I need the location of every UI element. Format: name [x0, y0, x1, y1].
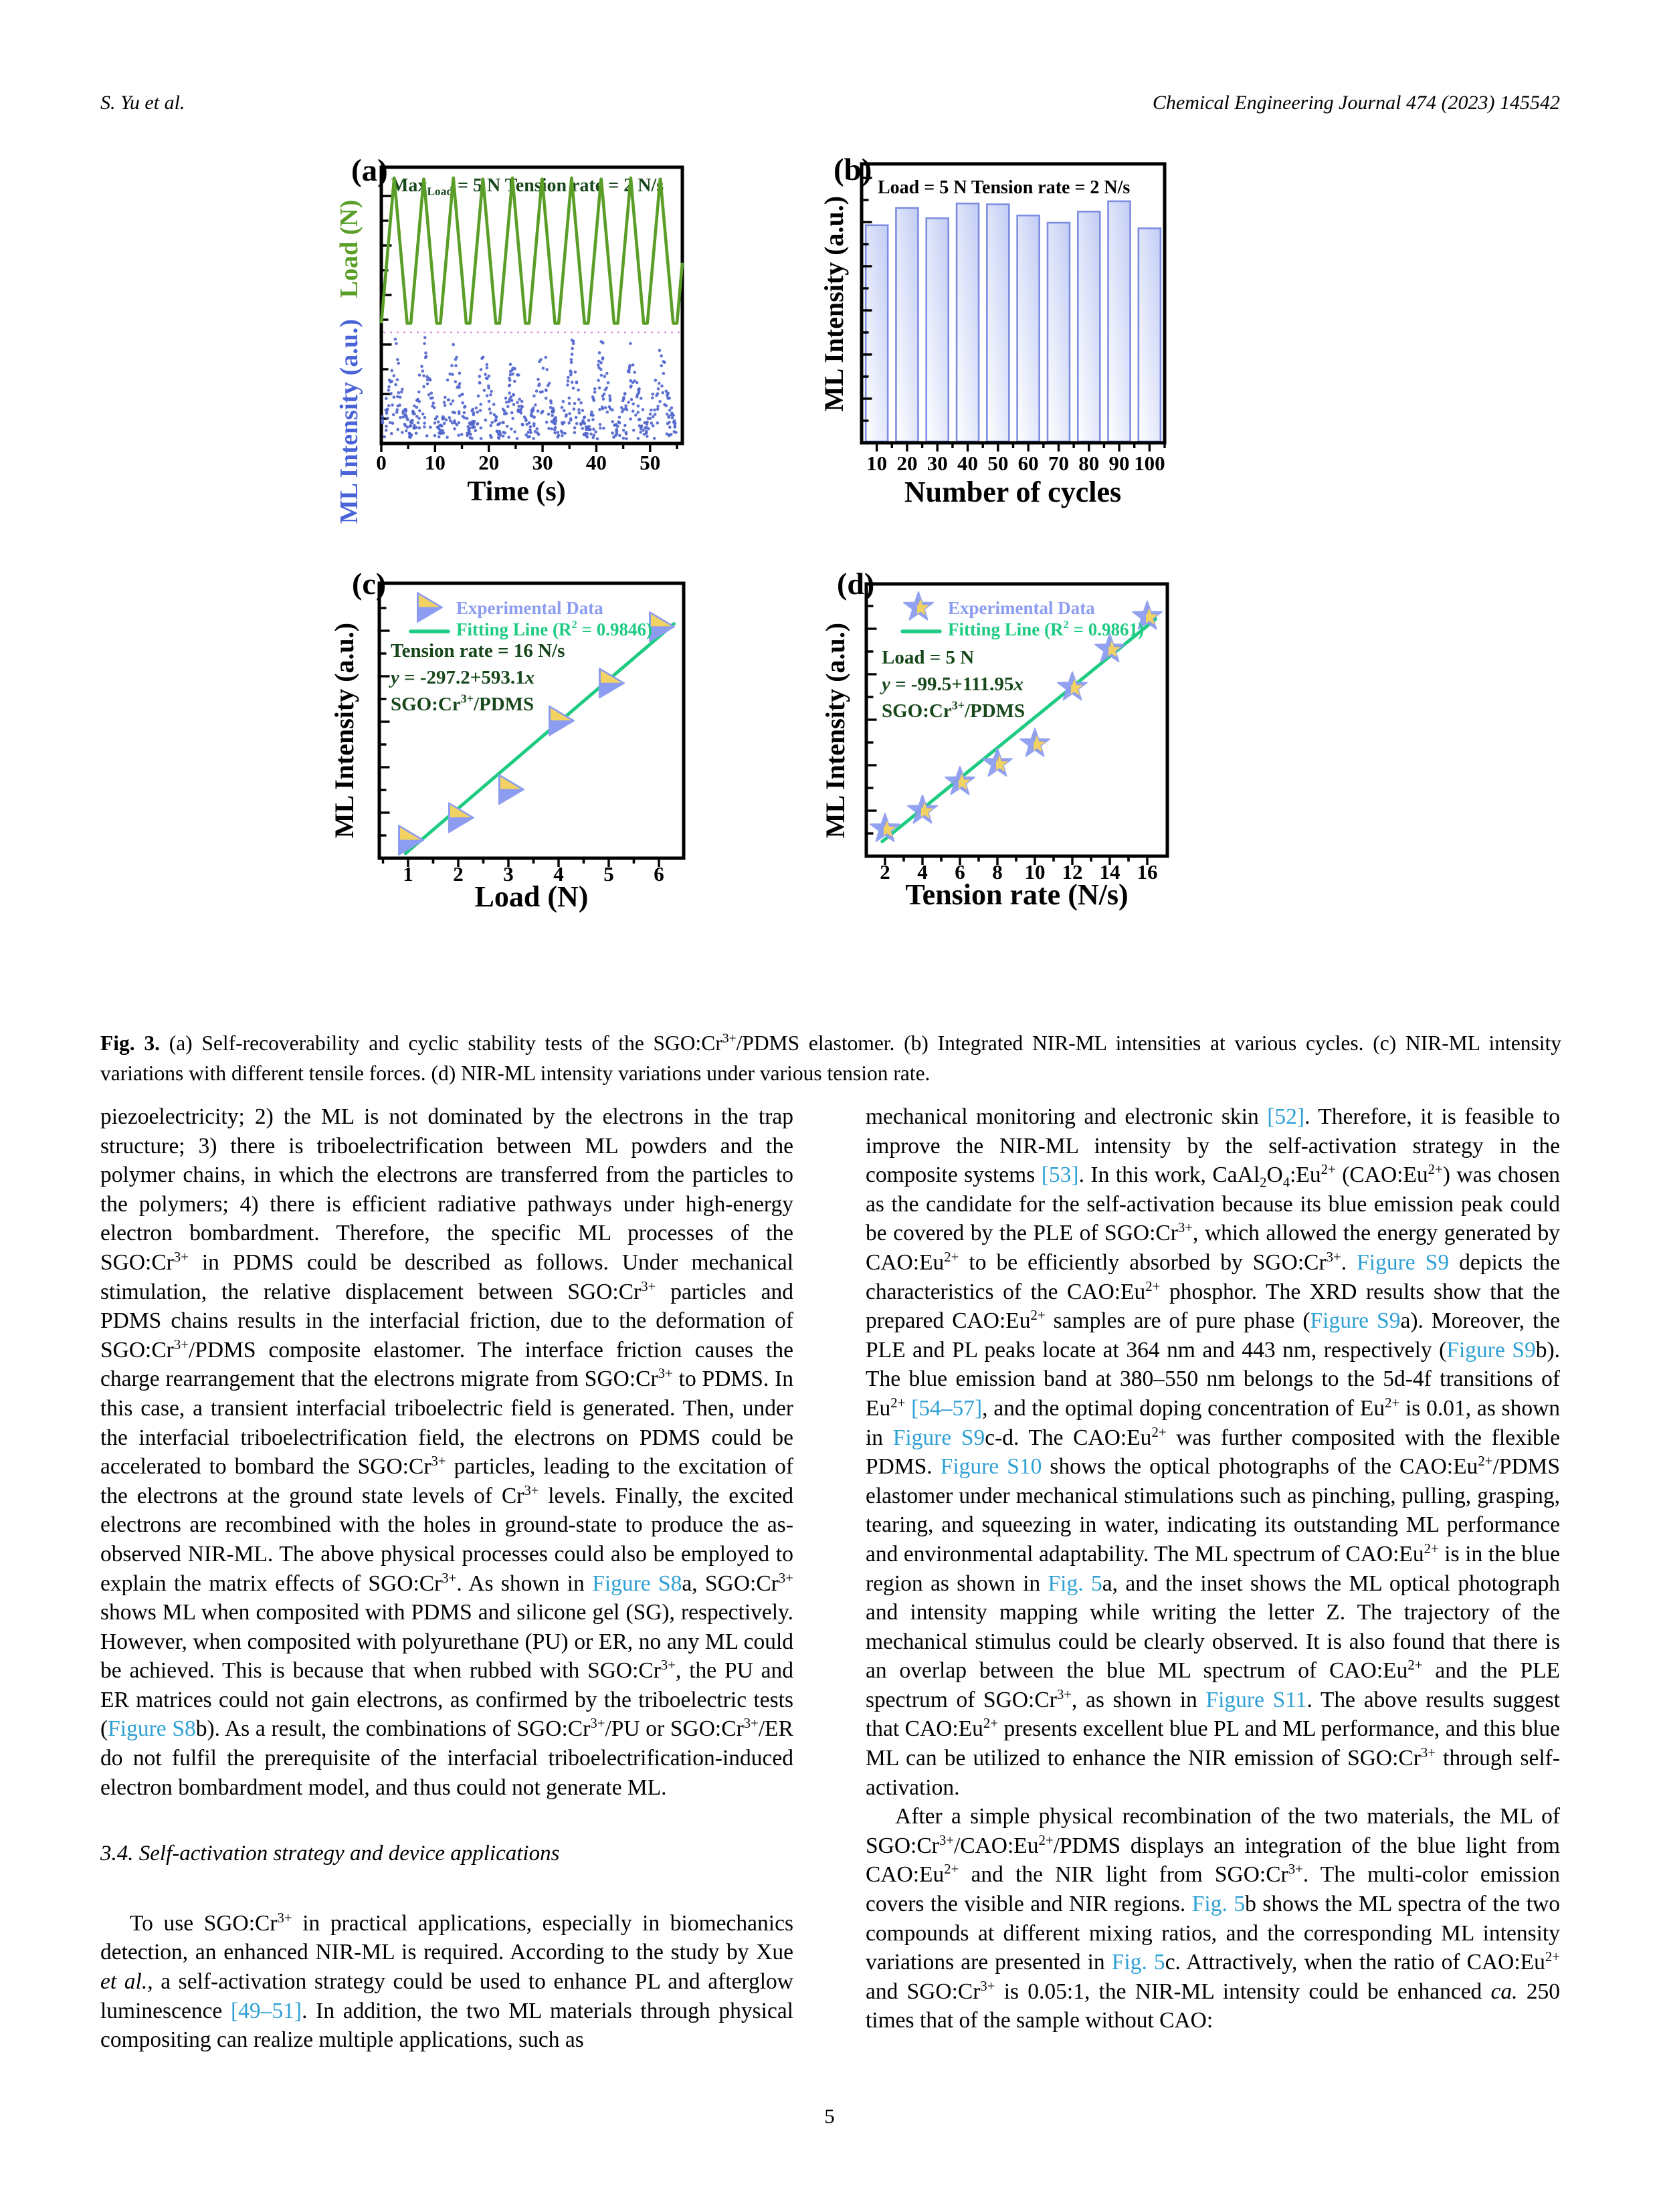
x-axis-title: Load (N)	[474, 880, 589, 913]
x-tick-label: 6	[955, 860, 965, 884]
citation-link[interactable]: [54–57]	[911, 1395, 983, 1421]
bar	[1017, 215, 1040, 441]
x-tick-label: 4	[553, 862, 564, 886]
x-tick-label: 60	[1017, 451, 1039, 475]
x-tick-label: 2	[453, 862, 464, 886]
panel-label: (c)	[352, 567, 387, 601]
panel-annotation: Tension rate = 16 N/s	[391, 640, 565, 662]
running-head-journal: Chemical Engineering Journal 474 (2023) 145542	[1152, 92, 1560, 114]
x-tick-label: 30	[532, 451, 553, 474]
legend-fitline: Fitting Line $(R^2 = 0.9846)$	[456, 618, 653, 639]
citation-link[interactable]: Figure S9	[1310, 1308, 1401, 1334]
x-tick-label: 3	[503, 862, 514, 886]
y-axis-title-ml: ML Intensity (a.u.)	[335, 318, 363, 524]
citation-link[interactable]: Figure S8	[108, 1716, 196, 1742]
x-axis-title: Time (s)	[467, 476, 566, 507]
x-tick-label: 8	[992, 860, 1003, 884]
y-axis-title: ML Intensity (a.u.)	[820, 622, 850, 839]
bar	[1139, 228, 1161, 441]
x-tick-label: 50	[987, 451, 1009, 475]
bar	[987, 204, 1009, 441]
x-tick-label: 1	[403, 862, 413, 886]
legend-experimental: Experimental Data	[456, 598, 603, 618]
right-column	[866, 1102, 1560, 2035]
panel-a-chart	[334, 148, 699, 536]
x-tick-label: 10	[1024, 860, 1046, 884]
x-tick-label: 50	[640, 451, 661, 474]
citation-link[interactable]: Figure S9	[892, 1425, 985, 1450]
bar	[866, 225, 888, 441]
figure-caption: Fig. 3. (a) Self-recoverability and cyclic stability tests of the $SGO:Cr^{3+}$/PDMS elastomer. (b) Integrated NIR-ML intensities at various cycles. (c) NIR-ML intensity variations with different tensile forces. (d) NIR-ML intensity variations under various tension rate.	[100, 1031, 1561, 1085]
x-tick-label: 14	[1099, 860, 1120, 884]
legend-fitline: Fitting Line $(R^2 = 0.9861)$	[948, 618, 1145, 639]
body-paragraph: After a simple physical recombination of the two materials, the ML of $SGO:Cr^{3+}/CAO:Eu^{2+}$/PDMS displays an integration of the blue light from $CAO:Eu^{2+}$ and the NIR light from $SGO:Cr^{3+}$. The multi-color emission covers the visible and NIR regions. Fig. 5b shows the ML spectra of the two compounds at different mixing ratios, and the corresponding ML intensity variations are presented in Fig. 5c. Attractively, when the ratio of $CAO:Eu^{2+}$ and $SGO:Cr^{3+}$ is 0.05:1, the NIR-ML intensity could be enhanced ca. 250 times that of the sample without CAO:	[866, 1804, 1560, 2033]
section-heading: 3.4. Self-activation strategy and device applications	[100, 1841, 560, 1866]
x-axis-title: Tension rate (N/s)	[905, 878, 1129, 911]
panel-annotation: y = -99.5+111.95x	[882, 674, 1023, 695]
bar	[896, 208, 918, 441]
panel-annotation: Load = 5 N Tension rate = 2 N/s	[878, 177, 1131, 198]
x-tick-label: 2	[880, 860, 890, 884]
citation-link[interactable]: [49–51]	[231, 1998, 302, 2023]
x-tick-label: 20	[478, 451, 500, 474]
left-column	[100, 1102, 793, 2055]
x-tick-label: 100	[1134, 451, 1165, 475]
x-tick-label: 40	[957, 451, 979, 475]
panel-d-chart	[820, 563, 1193, 951]
citation-link[interactable]: Fig. 5	[1048, 1571, 1102, 1596]
bar	[926, 218, 949, 441]
citation-link[interactable]: Figure S9	[1357, 1249, 1450, 1275]
y-axis-title: ML Intensity (a.u.)	[819, 195, 849, 412]
body-paragraph: piezoelectricity; 2) the ML is not dominated by the electrons in the trap structure; 3) there is triboelectrification between ML powders and the polymer chains, in which the electrons are transferred from the particles to the polymers; 4) there is efficient radiative pathways under high-energy electron bombardment. Therefore, the specific ML processes of the $SGO:Cr^{3+}$ in PDMS could be described as follows. Under mechanical stimulation, the relative displacement between $SGO:Cr^{3+}$ particles and PDMS chains results in the interfacial friction, due to the deformation of $SGO:Cr^{3+}$/PDMS composite elastomer. The interface friction causes the charge rearrangement that the electrons migrate from $SGO:Cr^{3+}$ to PDMS. In this case, a transient interfacial triboelectric field is generated. Then, under the interfacial triboelectrification field, the electrons on PDMS could be accelerated to bombard the $SGO:Cr^{3+}$ particles, leading to the excitation of the electrons at the ground state levels of $Cr^{3+}$ levels. Finally, the excited electrons are recombined with the holes in ground-state to produce the as-observed NIR-ML. The above physical processes could also be employed to explain the matrix effects of $SGO:Cr^{3+}$. As shown in Figure S8a, $SGO:Cr^{3+}$ shows ML when composited with PDMS and silicone gel (SG), respectively. However, when composited with polyurethane (PU) or ER, no any ML could be achieved. This is because that when rubbed with $SGO:Cr^{3+}$, the PU and ER matrices could not gain electrons, as confirmed by the triboelectric tests (Figure S8b). As a result, the combinations of $SGO:Cr^{3+}/PU$ or $SGO:Cr^{3+}/ER$ do not fulfil the prerequisite of the interfacial triboelectrification-induced electron bombardment model, and thus could not generate ML.	[100, 1104, 793, 1800]
citation-link[interactable]: [53]	[1041, 1163, 1079, 1188]
citation-link[interactable]: Figure S10	[940, 1454, 1042, 1480]
page-number: 5	[824, 2104, 835, 2128]
y-axis-title-load: Load (N)	[335, 199, 363, 298]
ml-scatter	[381, 336, 678, 441]
x-tick-label: 70	[1048, 451, 1069, 475]
panel-annotation: $SGO:Cr^{3+}$/PDMS	[882, 698, 1026, 722]
body-paragraph: mechanical monitoring and electronic skin [52]. Therefore, it is feasible to improve the NIR-ML intensity by the self-activation strategy in the composite systems [53]. In this work, $CaAl_2O_4:Eu^{2+}$ $(CAO:Eu^{2+})$ was chosen as the candidate for the self-activation because its blue emission peak could be covered by the PLE of $SGO:Cr^{3+}$, which allowed the energy generated by $CAO:Eu^{2+}$ to be efficiently absorbed by $SGO:Cr^{3+}$. Figure S9 depicts the characteristics of the $CAO:Eu^{2+}$ phosphor. The XRD results show that the prepared $CAO:Eu^{2+}$ samples are of pure phase (Figure S9a). Moreover, the PLE and PL peaks locate at 364 nm and 443 nm, respectively (Figure S9b). The blue emission band at 380–550 nm belongs to the 5d-4f transitions of $Eu^{2+}$ [54–57], and the optimal doping concentration of $Eu^{2+}$ is 0.01, as shown in Figure S9c-d. The $CAO:Eu^{2+}$ was further composited with the flexible PDMS. Figure S10 shows the optical photographs of the $CAO:Eu^{2+}$/PDMS elastomer under mechanical stimulations such as pinching, pulling, grasping, tearing, and squeezing in water, indicating its outstanding ML performance and environmental adaptability. The ML spectrum of $CAO:Eu^{2+}$ is in the blue region as shown in Fig. 5a, and the inset shows the ML optical photograph and intensity mapping while writing the letter Z. The trajectory of the mechanical stimulus could be clearly observed. It is also found that there is an overlap between the blue ML spectrum of $CAO:Eu^{2+}$ and the PLE spectrum of $SGO:Cr^{3+}$, as shown in Figure S11. The above results suggest that $CAO:Eu^{2+}$ presents excellent blue PL and ML performance, and this blue ML can be utilized to enhance the NIR emission of $SGO:Cr^{3+}$ through self-activation.	[866, 1104, 1561, 1800]
panel-b-chart	[819, 148, 1193, 536]
x-tick-label: 0	[376, 451, 387, 474]
x-tick-label: 80	[1078, 451, 1100, 475]
x-axis-title: Number of cycles	[904, 476, 1122, 508]
legend-experimental: Experimental Data	[948, 598, 1095, 618]
load-curve	[381, 178, 682, 323]
citation-link[interactable]: Figure S8	[592, 1571, 682, 1596]
bar-series	[866, 201, 1161, 441]
x-tick-label: 4	[917, 860, 928, 884]
citation-link[interactable]: Fig. 5	[1111, 1950, 1165, 1975]
panel-annotation: Load = 5 N	[882, 647, 975, 668]
x-tick-label: 6	[654, 862, 664, 886]
x-tick-label: 12	[1062, 860, 1083, 884]
x-tick-label: 10	[866, 451, 888, 475]
x-tick-label: 16	[1137, 860, 1158, 884]
citation-link[interactable]: Fig. 5	[1191, 1892, 1246, 1917]
panel-annotation: $SGO:Cr^{3+}$/PDMS	[391, 692, 534, 715]
panel-annotation: Max$_{Load}$ = 5 N Tension rate = 2 N/s	[391, 175, 664, 198]
bar	[1078, 211, 1100, 441]
running-head-author: S. Yu et al.	[100, 92, 185, 114]
bar	[1108, 201, 1131, 441]
x-tick-label: 20	[896, 451, 918, 475]
x-tick-label: 30	[926, 451, 948, 475]
bar	[1048, 223, 1070, 441]
x-tick-label: 90	[1108, 451, 1130, 475]
bar	[957, 203, 979, 441]
citation-link[interactable]: Figure S9	[1446, 1337, 1536, 1363]
panel-c-chart	[329, 563, 699, 951]
citation-link[interactable]: Figure S11	[1205, 1687, 1307, 1712]
x-tick-label: 40	[585, 451, 607, 474]
x-tick-label: 10	[424, 451, 446, 474]
citation-link[interactable]: [52]	[1267, 1104, 1305, 1129]
panel-label: (d)	[837, 567, 875, 601]
body-paragraph: To use $SGO:Cr^{3+}$ in practical applications, especially in biomechanics detection, an enhanced NIR-ML is required. According to the study by Xue et al., a self-activation strategy could be used to enhance PL and afterglow luminescence [49–51]. In addition, the two ML materials through physical compositing can realize multiple applications, such as	[100, 1910, 793, 2053]
panel-label-a: (a)	[351, 153, 388, 188]
x-tick-label: 5	[603, 862, 614, 886]
panel-label-b: (b)	[834, 153, 872, 187]
panel-annotation: y = -297.2+593.1x	[391, 667, 535, 688]
y-axis-title: ML Intensity (a.u.)	[329, 622, 359, 839]
